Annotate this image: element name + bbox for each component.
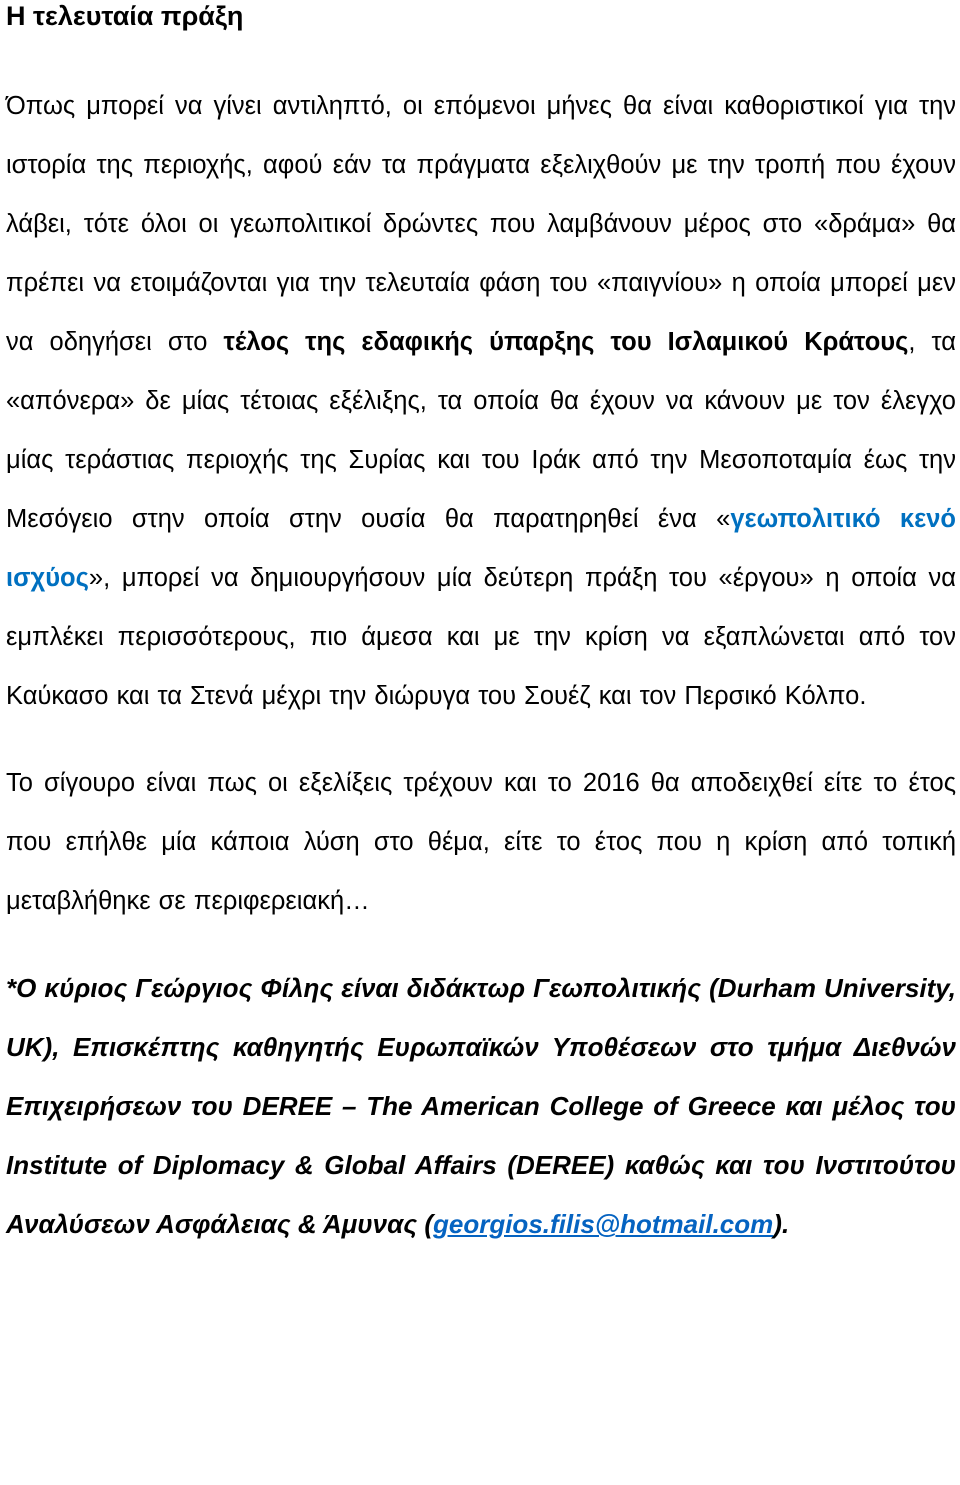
bold-phrase-islamic-state: τέλος της εδαφικής ύπαρξης του Ισλαμικού Κράτους xyxy=(223,328,909,356)
author-bio-closing: ). xyxy=(773,1209,790,1239)
section-title: Η τελευταία πράξη xyxy=(6,1,244,31)
paragraph-main xyxy=(6,77,956,726)
author-email-link[interactable]: georgios.filis@hotmail.com xyxy=(432,1209,774,1239)
author-bio-text: *Ο κύριος Γεώργιος Φίλης είναι διδάκτωρ Γεωπολιτικής (Durham University, UK), Επισκέπτης καθηγητής Ευρωπαϊκών Υποθέσεων στο τμήμα Διεθνών Επιχειρήσεων του DEREE – The American College of Greece και μέλος του Institute of Diplomacy & Global Affairs (DEREE) καθώς και του Ινστιτούτου Αναλύσεων Ασφάλειας & Άμυνας ( xyxy=(6,973,956,1239)
paragraph-main-text-3: », μπορεί να δημιουργήσουν μία δεύτερη πράξη του «έργου» η οποία να εμπλέκει περισσότερους, πιο άμεσα και με την κρίση να εξαπλώνεται από τον Καύκασο και τα Στενά μέχρι την διώρυγα του Σουέζ και τον Περσικό Κόλπο. xyxy=(6,564,956,710)
paragraph-main-text-1: Όπως μπορεί να γίνει αντιληπτό, οι επόμενοι μήνες θα είναι καθοριστικοί για την ιστορία της περιοχής, αφού εάν τα πράγματα εξελιχθούν με την τροπή που έχουν λάβει, τότε όλοι οι γεωπολιτικοί δρώντες που λαμβάνουν μέρος στο «δράμα» θα πρέπει να ετοιμάζονται για την τελευταία φάση του «παιγνίου» η οποία μπορεί μεν να οδηγήσει στο xyxy=(6,92,956,356)
paragraph-main-text-2: , τα «απόνερα» δε μίας τέτοιας εξέλιξης, τα οποία θα έχουν να κάνουν με τον έλεγχο μίας τεράστιας περιοχής της Συρίας και του Ιράκ από την Μεσοποταμία έως την Μεσόγειο στην οποία στην ουσία θα παρατηρηθεί ένα « xyxy=(6,328,957,533)
blue-phrase-power-vacuum: γεωπολιτικό κενό ισχύος xyxy=(6,505,956,592)
paragraph-conclusion: Το σίγουρο είναι πως οι εξελίξεις τρέχουν και το 2016 θα αποδειχθεί είτε το έτος που επήλθε μία κάποια λύση στο θέμα, είτε το έτος που η κρίση από τοπική μεταβλήθηκε σε περιφερειακή… xyxy=(6,769,956,915)
document-page xyxy=(6,0,956,1254)
author-bio xyxy=(6,959,956,1254)
